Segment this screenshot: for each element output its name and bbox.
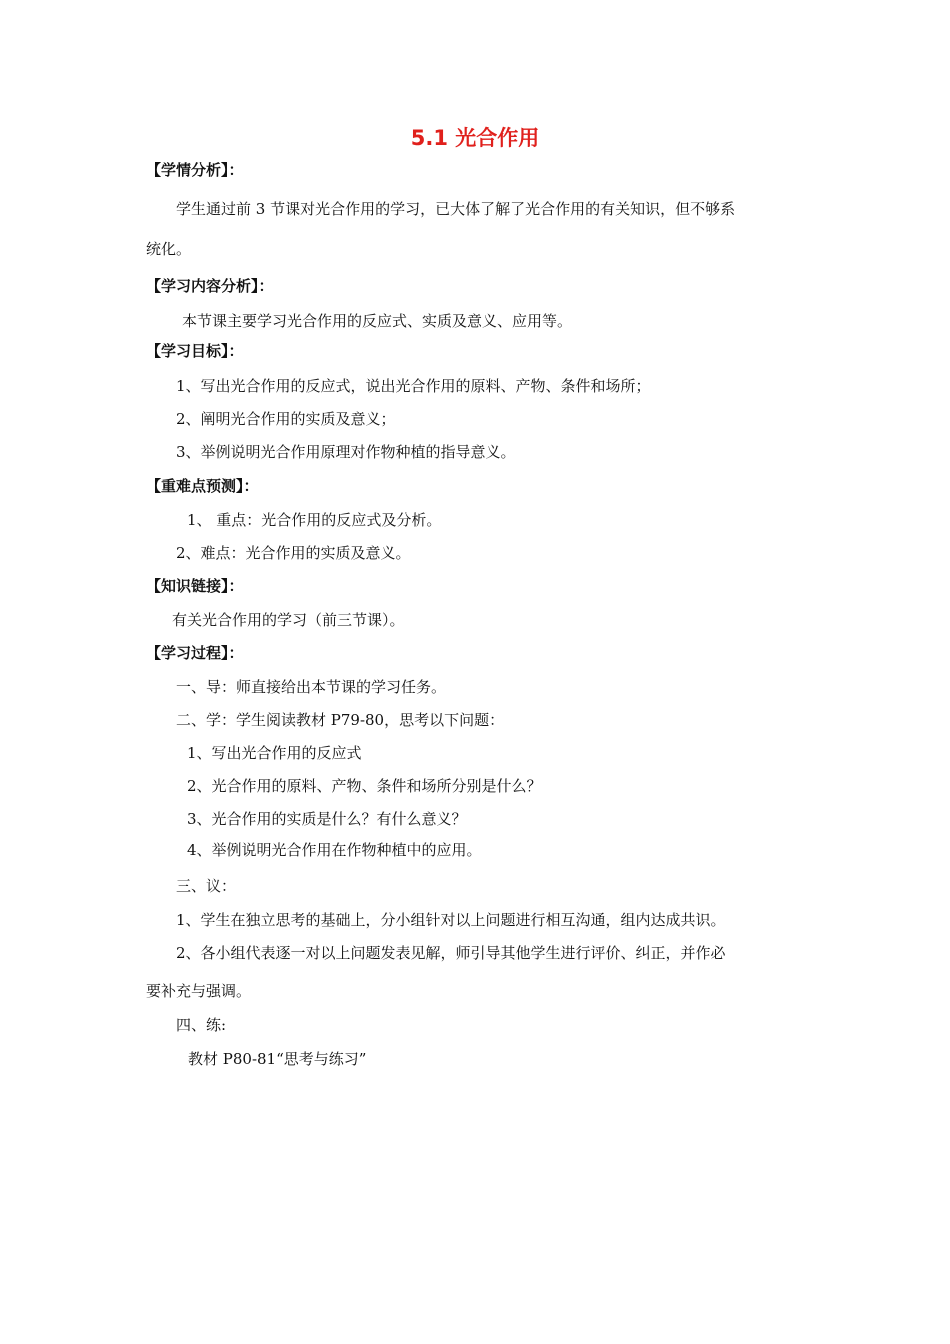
question-item: 4、举例说明光合作用在作物种植中的应用。 (187, 841, 482, 859)
practice-text: 教材 P80-81“思考与练习” (188, 1050, 367, 1068)
goal-item: 3、举例说明光合作用原理对作物种植的指导意义。 (176, 443, 516, 461)
section-heading-links: 【知识链接】： (146, 577, 244, 595)
section-heading-process: 【学习过程】： (146, 644, 244, 662)
question-item: 2、光合作用的原料、产物、条件和场所分别是什么？ (187, 777, 542, 795)
process-step-discuss: 三、议： (176, 877, 237, 895)
section-heading-content: 【学习内容分析】： (146, 277, 274, 295)
process-step-study: 二、学：学生阅读教材 P79-80，思考以下问题： (176, 711, 505, 729)
question-item: 3、光合作用的实质是什么？有什么意义？ (187, 810, 467, 828)
process-step-practice: 四、练: (176, 1016, 227, 1034)
process-step-intro: 一、导：师直接给出本节课的学习任务。 (176, 678, 447, 696)
section-heading-analysis: 【学情分析】： (146, 161, 244, 179)
analysis-text: 学生通过前 3 节课对光合作用的学习，已大体了解了光合作用的有关知识，但不够系 (176, 200, 736, 218)
keypoint-item: 2、难点：光合作用的实质及意义。 (176, 544, 411, 562)
discuss-item: 2、各小组代表逐一对以上问题发表见解，师引导其他学生进行评价、纠正，并作必 (176, 944, 726, 962)
analysis-text-cont: 统化。 (146, 240, 192, 258)
question-item: 1、写出光合作用的反应式 (187, 744, 362, 762)
links-text: 有关光合作用的学习（前三节课）。 (172, 611, 405, 629)
goal-item: 1、写出光合作用的反应式，说出光合作用的原料、产物、条件和场所； (176, 377, 651, 395)
page-title: 5.1 光合作用 (410, 126, 540, 150)
content-text: 本节课主要学习光合作用的反应式、实质及意义、应用等。 (182, 312, 573, 330)
section-heading-keypoints: 【重难点预测】： (146, 477, 259, 495)
discuss-item-cont: 要补充与强调。 (146, 982, 252, 1000)
keypoint-item: 1、 重点：光合作用的反应式及分析。 (187, 511, 442, 529)
goal-item: 2、阐明光合作用的实质及意义； (176, 410, 396, 428)
discuss-item: 1、学生在独立思考的基础上，分小组针对以上问题进行相互沟通，组内达成共识。 (176, 911, 726, 929)
section-heading-goals: 【学习目标】： (146, 342, 244, 360)
